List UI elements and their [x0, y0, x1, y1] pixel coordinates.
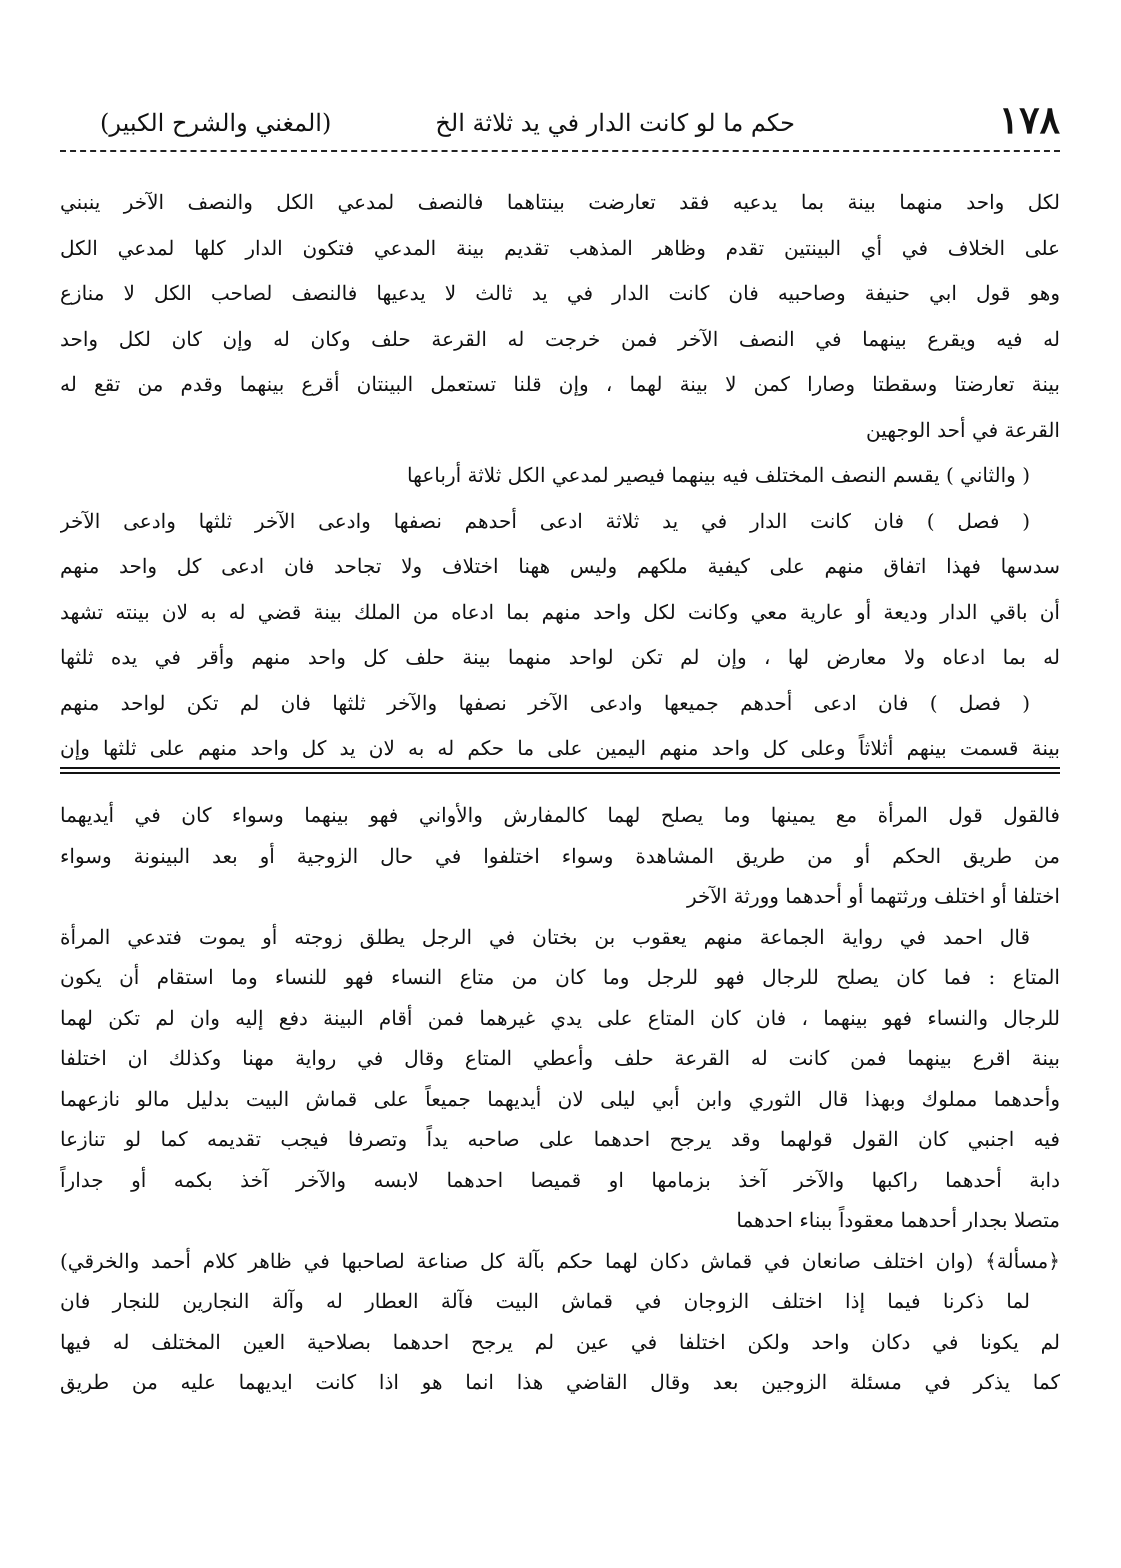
main-text-line: القرعة في أحد الوجهين — [865, 417, 1060, 442]
commentary-text — [60, 795, 1060, 1403]
commentary-text-line: بينة اقرع بينهما فمن كانت له القرعة حلف وأعطي المتاع وقال في رواية مهنا وكذلك ان اختلفا — [60, 1046, 1060, 1070]
commentary-text-line: دابة أحدهما راكبها والآخر آخذ بزمامها او قميصا احدهما لابسه والآخر آخذ بكمه أو جداراً — [60, 1167, 1060, 1192]
commentary-text-line: لم يكونا في دكان واحد ولكن اختلفا في عين لم يرجح احدهما بصلاحية العين المختلف له فيها — [60, 1329, 1060, 1354]
commentary-text-line: للرجال والنساء فهو بينهما ، فان كان المتاع على يدي غيرهما فمن أقام البينة دفع إليه وان لم تكن لهما — [60, 1005, 1060, 1030]
commentary-text-line: وأحدهما مملوك وبهذا قال الثوري وابن أبي ليلى لان أيديهما جميعاً على قماش البيت بدليل مالو نازعهما — [60, 1086, 1060, 1111]
book-title: (المغني والشرح الكبير) — [100, 109, 332, 137]
main-text-line: له بما ادعاه ولا معارض لها ، وإن لم تكن لواحد منهما بينة حلف كل واحد منهم وأقر في يده ثلثها — [60, 645, 1060, 669]
commentary-text-line: فالقول قول المرأة مع يمينها وما يصلح لهما كالمفارش والأواني فهو بينهما وسواء كان في أيديهما — [60, 803, 1060, 827]
commentary-text-line: كما يذكر في مسئلة الزوجين بعد وقال القاضي هذا انما هو اذا كانت ايديهما عليه من طريق — [60, 1370, 1060, 1394]
masala-heading: ﴿مسألة﴾ (وان اختلف صانعان في قماش دكان لهما حكم بآلة كل صناعة لصاحبها في ظاهر كلام أحمد والخرقي) — [60, 1248, 1060, 1273]
commentary-text-line: لما ذكرنا فيما إذا اختلف الزوجان في قماش البيت فآلة العطار له وآلة النجارين للنجار فان — [60, 1289, 1030, 1313]
commentary-text-line: اختلفا أو اختلف ورثتهما أو أحدهما وورثة الآخر — [686, 884, 1060, 908]
page-header — [60, 95, 1060, 155]
commentary-text-line: متصلا بجدار أحدهما معقوداً ببناء احدهما — [736, 1208, 1060, 1232]
main-text-line: بينة تعارضتا وسقطتا وصارا كمن لا بينة لهما ، وإن قلنا تستعمل البينتان أقرع بينهما وقدم من تقع له — [60, 372, 1060, 396]
commentary-text-line: فيه اجنبي كان القول قولهما وقد يرجح احدهما على صاحبه يداً وتصرفا فيجب تقديمه كما لو تنازعا — [60, 1127, 1060, 1151]
main-text-line: ( فصل ) فان كانت الدار في يد ثلاثة ادعى أحدهم نصفها وادعى الآخر ثلثها وادعى الآخر — [60, 508, 1030, 533]
main-text-line: ( فصل ) فان ادعى أحدهم جميعها وادعى الآخر نصفها والآخر ثلثها فان لم تكن لواحد منهم — [60, 690, 1030, 715]
header-rule — [60, 150, 1060, 152]
main-text-line: لكل واحد منهما بينة بما يدعيه فقد تعارضت بينتاهما فالنصف لمدعي الكل والنصف الآخر ينبني — [60, 190, 1060, 214]
section-divider — [60, 772, 1060, 774]
section-title: حكم ما لو كانت الدار في يد ثلاثة الخ — [435, 109, 795, 137]
main-text-line: ( والثاني ) يقسم النصف المختلف فيه بينهما فيصير لمدعي الكل ثلاثة أرباعها — [407, 463, 1030, 487]
commentary-text-line: المتاع : فما كان يصلح للرجال فهو للرجل وما كان من متاع النساء فهو للنساء وما استقام أن يكون — [60, 965, 1060, 989]
main-text-line: وهو قول ابي حنيفة وصاحبيه فان كانت الدار في يد ثالث لا يدعيها فالنصف لصاحب الكل لا منازع — [60, 281, 1060, 305]
commentary-text-line: قال احمد في رواية الجماعة منهم يعقوب بن بختان في الرجل يطلق زوجته أو يموت فتدعي المرأة — [60, 924, 1030, 949]
page-number: ١٧٨ — [998, 97, 1060, 142]
commentary-text-line: من طريق الحكم أو من طريق المشاهدة وسواء اختلفوا في حال الزوجية أو بعد البينونة وسواء — [60, 843, 1060, 868]
section-divider — [60, 767, 1060, 769]
main-text-line: أن باقي الدار وديعة أو عارية معي وكانت لكل واحد منهم بما ادعاه من الملك بينة قضي له به لان بينته تشهد — [60, 599, 1060, 624]
main-text-line: على الخلاف في أي البينتين تقدم وظاهر المذهب تقديم بينة المدعي فتكون الدار كلها لمدعي الكل — [60, 235, 1060, 260]
main-text — [60, 180, 1060, 772]
main-text-line: بينة قسمت بينهم أثلاثاً وعلى كل واحد منهم اليمين على ما حكم له به لان يد كل واحد منهم على ثلثها وإن — [60, 736, 1060, 760]
main-text-line: له فيه ويقرع بينهما في النصف الآخر فمن خرجت له القرعة حلف وكان له وإن كان لكل واحد — [60, 326, 1060, 351]
main-text-line: سدسها فهذا اتفاق منهم على كيفية ملكهم وليس ههنا اختلاف ولا تجاحد فان ادعى كل واحد منهم — [60, 554, 1060, 578]
